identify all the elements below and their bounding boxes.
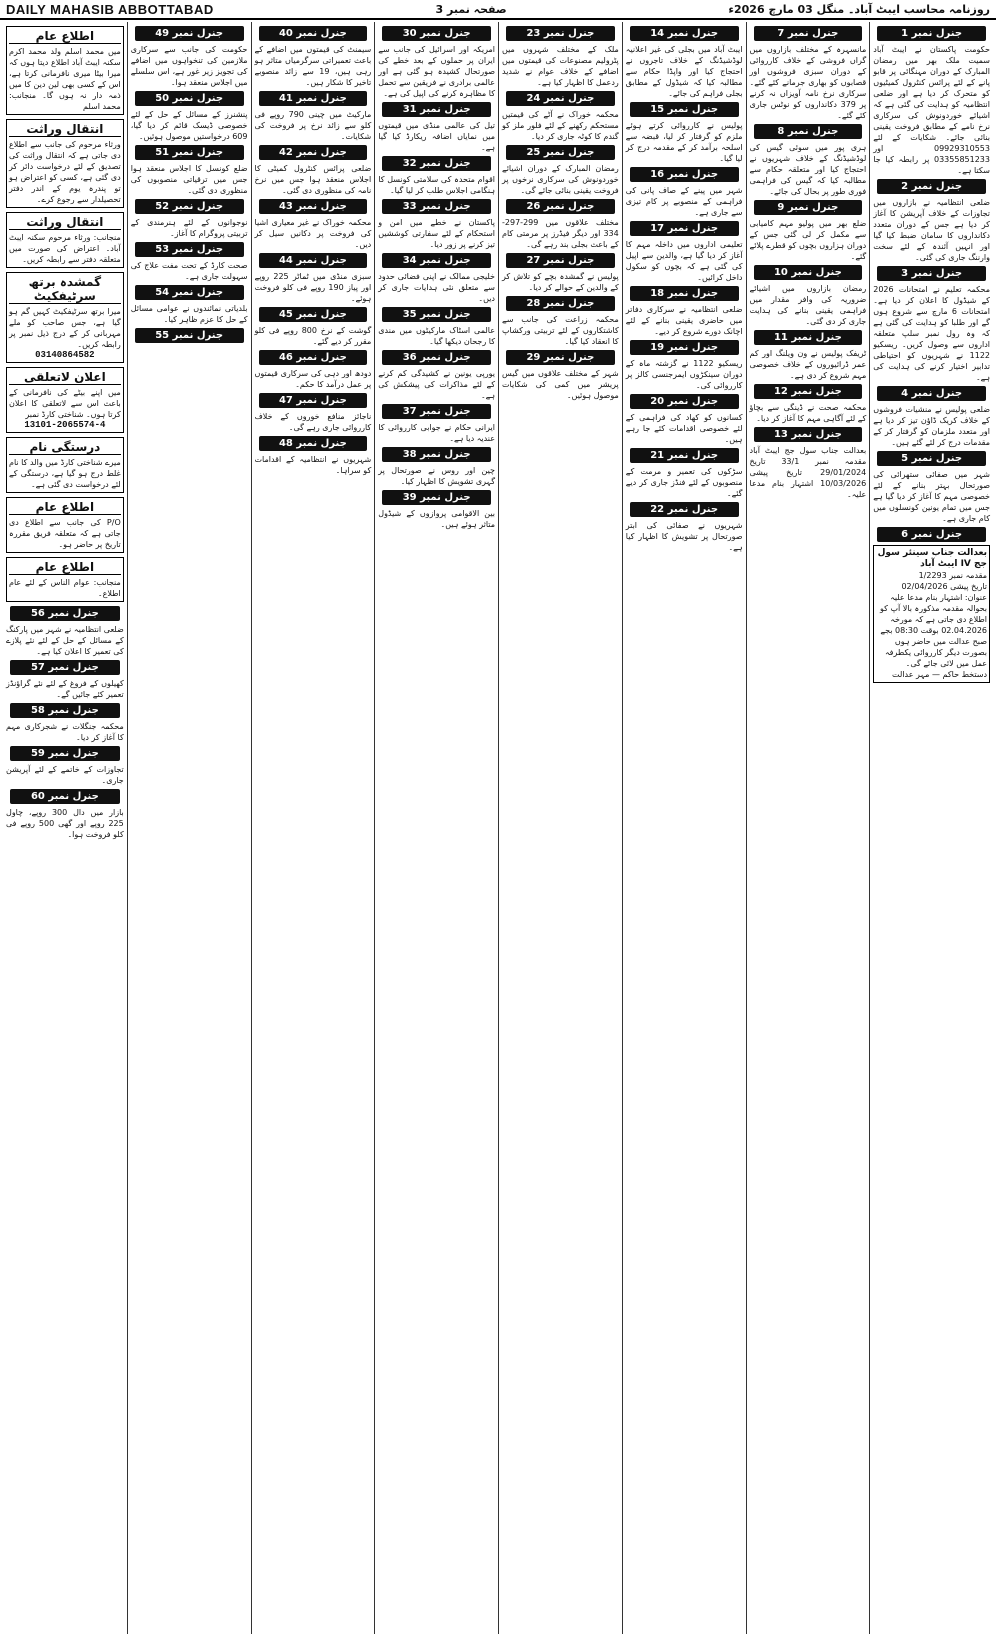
notice-number-heading: جنرل نمبر 34 bbox=[382, 253, 491, 268]
general-notice bbox=[255, 145, 372, 196]
notice-number-heading: جنرل نمبر 56 bbox=[10, 606, 120, 621]
notice-number-heading: جنرل نمبر 1 bbox=[877, 26, 986, 41]
notice-text: سیمنٹ کی قیمتوں میں اضافے کے باعث تعمیراتی سرگرمیاں متاثر ہو رہی ہیں، 19 سے زائد منصوبے تاخیر کا شکار ہیں۔ bbox=[254, 45, 372, 87]
notice-text: ضلعی انتظامیہ نے سرکاری دفاتر میں حاضری یقینی بنانے کے لئے اچانک دورے شروع کر دیے۔ bbox=[625, 305, 743, 336]
paper-name: DAILY MAHASIB ABBOTTABAD bbox=[6, 1, 214, 17]
general-notice bbox=[873, 386, 990, 448]
classified-heading: اطلاع عام bbox=[9, 500, 121, 515]
notice-number-heading: جنرل نمبر 58 bbox=[10, 703, 120, 718]
notice-number-heading: جنرل نمبر 18 bbox=[630, 286, 739, 301]
court-notice-line: بعدالت جناب سینئر سول جج IV ایبٹ آباد bbox=[877, 548, 987, 569]
general-notice bbox=[378, 102, 495, 153]
notice-text: تجاوزات کے خاتمے کے لئے آپریشن جاری۔ bbox=[6, 765, 124, 785]
notice-number-heading: جنرل نمبر 54 bbox=[135, 285, 244, 300]
classified-heading: گمشدہ برتھ سرٹیفکیٹ bbox=[9, 275, 121, 304]
general-notice bbox=[131, 26, 248, 88]
classified-heading: اطلاع عام bbox=[9, 560, 121, 575]
general-notice bbox=[255, 350, 372, 390]
notice-text: رمضان المبارک کے دوران اشیائے خوردونوش کی سرکاری نرخوں پر فروخت یقینی بنائی جائے گی۔ bbox=[502, 164, 619, 195]
general-notice bbox=[750, 26, 867, 121]
page-number: صفحہ نمبر 3 bbox=[435, 2, 507, 16]
notice-number-heading: جنرل نمبر 7 bbox=[754, 26, 863, 41]
general-notice bbox=[378, 447, 495, 487]
classified-text: میرا برتھ سرٹیفکیٹ کہیں گم ہو گیا ہے، جس صاحب کو ملے مہربانی کر کے درج ذیل نمبر پر رابطہ کریں۔ bbox=[9, 307, 121, 349]
notice-text: نوجوانوں کے لئے ہنرمندی کے تربیتی پروگرام کا آغاز۔ bbox=[130, 218, 248, 238]
general-notice bbox=[626, 394, 743, 445]
notice-text: محکمہ زراعت کی جانب سے کاشتکاروں کے لئے تربیتی ورکشاپ کا انعقاد کیا گیا۔ bbox=[502, 315, 619, 346]
classified-notice bbox=[6, 437, 124, 493]
general-notice bbox=[255, 393, 372, 433]
general-notice bbox=[6, 606, 124, 657]
classified-notice bbox=[6, 212, 124, 268]
notice-text: گوشت کے نرخ 800 روپے فی کلو مقرر کر دیے گئے۔ bbox=[254, 326, 372, 346]
general-notice bbox=[873, 266, 990, 383]
notice-number-heading: جنرل نمبر 32 bbox=[382, 156, 491, 171]
general-notice bbox=[378, 26, 495, 99]
general-notice bbox=[378, 350, 495, 401]
classified-heading: اعلان لاتعلقی bbox=[9, 370, 121, 385]
general-notice bbox=[626, 221, 743, 283]
classified-text: میں اپنے بیٹے کی نافرمانی کے باعث اس سے لاتعلقی کا اعلان کرتا ہوں۔ شناختی کارڈ نمبر bbox=[9, 388, 121, 419]
general-notice bbox=[6, 789, 124, 840]
notice-text: شہر کے مختلف علاقوں میں گیس پریشر میں کمی کی شکایات موصول ہوئیں۔ bbox=[502, 369, 619, 400]
notice-text: صحت کارڈ کے تحت مفت علاج کی سہولت جاری ہے۔ bbox=[130, 261, 248, 281]
general-notice bbox=[131, 285, 248, 325]
general-notice bbox=[502, 296, 619, 347]
column-1 bbox=[869, 22, 993, 1634]
notice-text: کھیلوں کے فروغ کے لئے نئے گراؤنڈز تعمیر کئے جائیں گے۔ bbox=[6, 679, 124, 699]
notice-text: شہریوں نے صفائی کی ابتر صورتحال پر تشویش کا اظہار کیا ہے۔ bbox=[625, 521, 743, 552]
notice-number-heading: جنرل نمبر 50 bbox=[135, 91, 244, 106]
column-4 bbox=[498, 22, 622, 1634]
notice-number-heading: جنرل نمبر 16 bbox=[630, 167, 739, 182]
notice-text: حکومت کی جانب سے سرکاری ملازمین کی تنخواہوں میں اضافے کی تجویز زیر غور ہے، اس سلسلے میں اجلاس منعقد ہوا۔ bbox=[130, 45, 248, 87]
notice-text: ضلعی پولیس نے منشیات فروشوں کے خلاف کریک ڈاؤن تیز کر دیا ہے اور متعدد ملزمان کو گرفتار کر کے مقدمات درج کر لئے گئے ہیں۔ bbox=[873, 405, 990, 447]
notice-number-heading: جنرل نمبر 2 bbox=[877, 179, 986, 194]
general-notice bbox=[255, 199, 372, 250]
notice-number-heading: جنرل نمبر 30 bbox=[382, 26, 491, 41]
general-notice bbox=[255, 436, 372, 476]
notice-number-heading: جنرل نمبر 36 bbox=[382, 350, 491, 365]
notice-number-heading: جنرل نمبر 10 bbox=[754, 265, 863, 280]
notice-number-heading: جنرل نمبر 25 bbox=[506, 145, 615, 160]
notice-text: محکمہ خوراک نے آٹے کی قیمتیں مستحکم رکھنے کے لئے فلور ملز کو گندم کا کوٹہ جاری کر دیا۔ bbox=[502, 110, 619, 141]
classified-heading: انتقال وراثت bbox=[9, 215, 121, 230]
classified-notice bbox=[6, 119, 124, 208]
notice-text: شہر میں پینے کے صاف پانی کی فراہمی کے منصوبے پر کام تیزی سے جاری ہے۔ bbox=[625, 186, 743, 217]
general-notice bbox=[6, 660, 124, 700]
notice-number-heading: جنرل نمبر 11 bbox=[754, 330, 863, 345]
notice-text: بعدالت جناب سول جج ایبٹ آباد مقدمہ نمبر 33/1 تاریخ 29/01/2024 تاریخ پیشی 10/03/2026 اشتہار بنام مدعا علیہ۔ bbox=[749, 446, 867, 499]
notice-text: ٹریفک پولیس نے ون ویلنگ اور کم عمر ڈرائیوروں کے خلاف خصوصی مہم شروع کر دی ہے۔ bbox=[749, 349, 867, 380]
general-notice bbox=[873, 179, 990, 263]
notice-number-heading: جنرل نمبر 57 bbox=[10, 660, 120, 675]
notice-number-heading: جنرل نمبر 46 bbox=[259, 350, 368, 365]
notice-number-heading: جنرل نمبر 52 bbox=[135, 199, 244, 214]
notice-number-heading: جنرل نمبر 48 bbox=[259, 436, 368, 451]
general-notice bbox=[873, 26, 990, 176]
notice-text: سڑکوں کی تعمیر و مرمت کے منصوبوں کے لئے فنڈز جاری کر دیے گئے۔ bbox=[625, 467, 743, 498]
notice-text: شہر میں صفائی ستھرائی کی صورتحال بہتر بنانے کے لئے خصوصی مہم کا آغاز کر دیا گیا ہے جس میں تمام یونین کونسلوں میں کام جاری ہے۔ bbox=[873, 470, 990, 523]
notice-text: ایبٹ آباد میں بجلی کی غیر اعلانیہ لوڈشیڈنگ کے خلاف تاجروں نے احتجاج کیا اور واپڈا حکام سے مطالبہ کیا کہ شیڈول کے مطابق بجلی فراہم کی جائے۔ bbox=[625, 45, 743, 98]
general-notice bbox=[378, 404, 495, 444]
notice-text: شہریوں نے انتظامیہ کے اقدامات کو سراہا۔ bbox=[254, 455, 372, 475]
notice-text: محکمہ جنگلات نے شجرکاری مہم کا آغاز کر دیا۔ bbox=[6, 722, 124, 742]
notice-number-heading: جنرل نمبر 21 bbox=[630, 448, 739, 463]
notice-number-heading: جنرل نمبر 27 bbox=[506, 253, 615, 268]
court-notice-line: مقدمہ نمبر 1/2293 bbox=[918, 571, 987, 580]
general-notice bbox=[873, 527, 990, 542]
classified-text: منجانب: عوام الناس کے لئے عام اطلاع۔ bbox=[9, 578, 121, 598]
notice-text: کسانوں کو کھاد کی فراہمی کے لئے خصوصی اقدامات کئے جا رہے ہیں۔ bbox=[625, 413, 743, 444]
notice-number-heading: جنرل نمبر 45 bbox=[259, 307, 368, 322]
general-notice bbox=[255, 26, 372, 88]
column-6 bbox=[251, 22, 375, 1634]
notice-text: ہری پور میں سوئی گیس کی لوڈشیڈنگ کے خلاف شہریوں نے احتجاج کیا اور متعلقہ حکام سے مطالبہ کیا کہ گیس کی فراہمی فوری طور پر بحال کی جائے۔ bbox=[749, 143, 867, 196]
notice-number-heading: جنرل نمبر 55 bbox=[135, 328, 244, 343]
classified-heading: اطلاع عام bbox=[9, 29, 121, 44]
notice-number-heading: جنرل نمبر 13 bbox=[754, 427, 863, 442]
notice-number-heading: جنرل نمبر 44 bbox=[259, 253, 368, 268]
notice-number-heading: جنرل نمبر 37 bbox=[382, 404, 491, 419]
notice-text: ضلعی انتظامیہ نے بازاروں میں تجاوزات کے خلاف آپریشن کا آغاز کر دیا ہے جس کے دوران متعدد دکانداروں کا سامان ضبط کیا گیا اور انہیں آئندہ کے لئے سخت وارننگ جاری کی گئی۔ bbox=[873, 198, 990, 262]
notice-text: رمضان بازاروں میں اشیائے ضروریہ کی وافر مقدار میں فراہمی یقینی بنانے کی ہدایت جاری کر دی گئی۔ bbox=[749, 284, 867, 326]
classified-notice bbox=[6, 367, 124, 433]
general-notice bbox=[626, 448, 743, 499]
general-notice bbox=[378, 490, 495, 530]
general-notice bbox=[626, 102, 743, 164]
notice-number-heading: جنرل نمبر 38 bbox=[382, 447, 491, 462]
general-notice bbox=[750, 124, 867, 197]
classified-heading: درستگی نام bbox=[9, 440, 121, 455]
notice-text: ایرانی حکام نے جوابی کارروائی کا عندیہ دیا ہے۔ bbox=[378, 423, 495, 443]
notice-text: مانسہرہ کے مختلف بازاروں میں گراں فروشی کے خلاف کارروائی کے دوران سبزی فروشوں اور قصابوں کو بھاری جرمانے کئے گئے۔ سرکاری نرخ نامہ آویزاں نہ کرنے پر 379 دکانداروں کو نوٹس جاری کئے گئے۔ bbox=[749, 45, 867, 120]
general-notice bbox=[502, 253, 619, 293]
notice-text: پولیس نے کارروائی کرتے ہوئے ملزم کو گرفتار کر لیا، قبضہ سے اسلحہ برآمد کر کے مقدمہ درج کر لیا گیا۔ bbox=[625, 121, 743, 163]
general-notice bbox=[502, 26, 619, 88]
general-notice bbox=[131, 242, 248, 282]
notice-text: ضلعی پرائس کنٹرول کمیٹی کا اجلاس منعقد ہوا جس میں نرخ نامہ کی منظوری دی گئی۔ bbox=[254, 164, 372, 195]
classified-notice bbox=[6, 557, 124, 602]
general-notice bbox=[750, 427, 867, 500]
dateline: روزنامہ محاسب ایبٹ آباد۔ منگل 03 مارچ 2026ء bbox=[728, 2, 990, 16]
general-notice bbox=[255, 91, 372, 142]
notice-number-heading: جنرل نمبر 12 bbox=[754, 384, 863, 399]
notice-text: حکومت پاکستان نے ایبٹ آباد سمیت ملک بھر میں رمضان المبارک کے دوران مہنگائی پر قابو پانے کے لئے پرائس کنٹرول کمیٹیوں کو متحرک کر دیا ہے اور ضلعی انتظامیہ کو ہدایت کی گئی ہے کہ اشیائے خوردونوش کی سرکاری نرخ نامے کے مطابق فروخت یقینی بنائی جائے۔ شکایات کے لئے 09929310553 اور 03355851233 پر رابطہ کیا جا سکتا ہے۔ bbox=[873, 45, 990, 175]
notice-text: بلدیاتی نمائندوں نے عوامی مسائل کے حل کا عزم ظاہر کیا۔ bbox=[130, 304, 248, 324]
notice-text: ملک کے مختلف شہروں میں پٹرولیم مصنوعات کی قیمتوں میں اضافے کے خلاف عوام نے شدید ردعمل کا اظہار کیا ہے۔ bbox=[502, 45, 619, 87]
notice-number-heading: جنرل نمبر 42 bbox=[259, 145, 368, 160]
notice-text: ناجائز منافع خوروں کے خلاف کارروائی جاری رہے گی۔ bbox=[254, 412, 372, 432]
notice-text: محکمہ خوراک نے غیر معیاری اشیا کی فروخت پر دکانیں سیل کر دیں۔ bbox=[254, 218, 372, 249]
notice-number-heading: جنرل نمبر 41 bbox=[259, 91, 368, 106]
notice-number-heading: جنرل نمبر 23 bbox=[506, 26, 615, 41]
notice-number-heading: جنرل نمبر 51 bbox=[135, 145, 244, 160]
notice-number-heading: جنرل نمبر 49 bbox=[135, 26, 244, 41]
notice-number-heading: جنرل نمبر 24 bbox=[506, 91, 615, 106]
notice-number-heading: جنرل نمبر 31 bbox=[382, 102, 491, 117]
column-7 bbox=[127, 22, 251, 1634]
notice-text: یورپی یونین نے کشیدگی کم کرنے کے لئے مذاکرات کی پیشکش کی ہے۔ bbox=[378, 369, 495, 400]
classified-text: P/O کی جانب سے اطلاع دی جاتی ہے کہ متعلقہ فریق مقررہ تاریخ پر حاضر ہو۔ bbox=[9, 518, 121, 549]
notice-number-heading: جنرل نمبر 5 bbox=[877, 451, 986, 466]
general-notice bbox=[502, 91, 619, 142]
notice-number-heading: جنرل نمبر 60 bbox=[10, 789, 120, 804]
general-notice bbox=[6, 746, 124, 786]
notice-number-heading: جنرل نمبر 39 bbox=[382, 490, 491, 505]
general-notice bbox=[750, 330, 867, 381]
general-notice bbox=[626, 26, 743, 99]
notice-text: امریکہ اور اسرائیل کی جانب سے ایران پر حملوں کے بعد خطے کی صورتحال کشیدہ ہو گئی ہے اور عالمی برادری نے فریقین سے تحمل کا مظاہرہ کرنے کی اپیل کی ہے۔ bbox=[378, 45, 495, 98]
masthead bbox=[0, 0, 996, 20]
notice-number-heading: جنرل نمبر 26 bbox=[506, 199, 615, 214]
court-notice-line: تاریخ پیشی 02/04/2026 bbox=[901, 582, 987, 591]
column-3 bbox=[622, 22, 746, 1634]
notice-text: تعلیمی اداروں میں داخلہ مہم کا آغاز کر دیا گیا ہے، والدین سے اپیل کی گئی ہے کہ بچوں کو سکول داخل کرائیں۔ bbox=[625, 240, 743, 282]
notice-text: پاکستان نے خطے میں امن و استحکام کے لئے سفارتی کوششیں تیز کرنے پر زور دیا۔ bbox=[378, 218, 495, 249]
general-notice bbox=[131, 199, 248, 239]
general-notice bbox=[626, 167, 743, 218]
notice-number-heading: جنرل نمبر 6 bbox=[877, 527, 986, 542]
general-notice bbox=[502, 350, 619, 401]
notice-number-heading: جنرل نمبر 3 bbox=[877, 266, 986, 281]
general-notice bbox=[378, 199, 495, 250]
notice-number-heading: جنرل نمبر 28 bbox=[506, 296, 615, 311]
general-notice bbox=[873, 451, 990, 524]
notice-text: مختلف علاقوں میں 299-297-334 اور دیگر فیڈرز پر مرمتی کام کے باعث بجلی بند رہے گی۔ bbox=[502, 218, 619, 249]
notice-text: تیل کی عالمی منڈی میں قیمتوں میں نمایاں اضافہ ریکارڈ کیا گیا ہے۔ bbox=[378, 121, 495, 152]
general-notice bbox=[502, 199, 619, 250]
general-notice bbox=[626, 286, 743, 337]
notice-text: مارکیٹ میں چینی 790 روپے فی کلو سے زائد نرخ پر فروخت کی شکایات۔ bbox=[254, 110, 372, 141]
notice-text: محکمہ تعلیم نے امتحانات 2026 کے شیڈول کا اعلان کر دیا ہے۔ امتحانات 6 مارچ سے شروع ہوں گے اور طلبا کو ہدایت کی گئی ہے کہ وہ رول نمبر سلپ متعلقہ اداروں سے وصول کریں۔ ریسکیو 1122 نے شہریوں کو احتیاطی تدابیر اختیار کرنے کی ہدایت کی ہے۔ bbox=[873, 285, 991, 382]
notice-number-heading: جنرل نمبر 22 bbox=[630, 502, 739, 517]
notice-text: دودھ اور دہی کی سرکاری قیمتوں پر عمل درآمد کا حکم۔ bbox=[254, 369, 372, 389]
notice-number-heading: جنرل نمبر 43 bbox=[259, 199, 368, 214]
notice-number-heading: جنرل نمبر 59 bbox=[10, 746, 120, 761]
notice-text: پولیس نے گمشدہ بچے کو تلاش کر کے والدین کے حوالے کر دیا۔ bbox=[502, 272, 619, 292]
classified-text: ورثاء مرحوم کی جانب سے اطلاع دی جاتی ہے کہ انتقال وراثت کی تصدیق کے لئے درخواست دائر کر دی گئی ہے، کسی کو اعتراض ہو تو پندرہ یوم کے اندر دفتر تحصیلدار سے رجوع کرے۔ bbox=[9, 140, 121, 204]
notice-number-heading: جنرل نمبر 8 bbox=[754, 124, 863, 139]
notice-text: سبزی منڈی میں ٹماٹر 225 روپے اور پیاز 190 روپے فی کلو فروخت ہوئے۔ bbox=[254, 272, 372, 303]
notice-number-heading: جنرل نمبر 9 bbox=[754, 200, 863, 215]
general-notice bbox=[6, 703, 124, 743]
general-notice bbox=[750, 200, 867, 262]
general-notice bbox=[131, 91, 248, 142]
notice-number-heading: جنرل نمبر 35 bbox=[382, 307, 491, 322]
classified-text: میں محمد اسلم ولد محمد اکرم سکنہ ایبٹ آباد اطلاع دیتا ہوں کہ میرا بیٹا میری نافرمانی کرتا ہے، اس کے کسی بھی لین دین کا میں ذمہ دار نہ ہوں گا۔ منجانب: محمد اسلم bbox=[9, 47, 121, 111]
notice-text: ضلع کونسل کا اجلاس منعقد ہوا جس میں ترقیاتی منصوبوں کی منظوری دی گئی۔ bbox=[130, 164, 248, 195]
general-notice bbox=[626, 502, 743, 553]
classified-notice bbox=[6, 497, 124, 553]
notice-text: ضلع بھر میں پولیو مہم کامیابی سے مکمل کر لی گئی جس کے دوران ہزاروں بچوں کو قطرے پلائے گئے۔ bbox=[749, 219, 867, 261]
notice-text: خلیجی ممالک نے اپنی فضائی حدود سے متعلق نئی ہدایات جاری کر دیں۔ bbox=[378, 272, 495, 303]
notice-text: عالمی اسٹاک مارکیٹوں میں مندی کا رجحان دیکھا گیا۔ bbox=[378, 326, 495, 346]
general-notice bbox=[502, 145, 619, 196]
classified-heading: انتقال وراثت bbox=[9, 122, 121, 137]
court-notice bbox=[873, 545, 990, 683]
classified-notice bbox=[6, 26, 124, 115]
phone-number: 03140864582 bbox=[35, 350, 95, 360]
notice-number-heading: جنرل نمبر 29 bbox=[506, 350, 615, 365]
notice-text: بازار میں دال 300 روپے، چاول 225 روپے اور گھی 500 روپے فی کلو فروخت ہوا۔ bbox=[6, 808, 124, 839]
court-notice-line: عنوان: اشتہار بنام مدعا علیہ bbox=[890, 593, 987, 602]
phone-number: 13101-2065574-4 bbox=[24, 420, 106, 430]
general-notice bbox=[378, 156, 495, 196]
general-notice bbox=[378, 253, 495, 304]
notice-text: اقوام متحدہ کی سلامتی کونسل کا ہنگامی اجلاس طلب کر لیا گیا۔ bbox=[378, 175, 495, 195]
notice-number-heading: جنرل نمبر 40 bbox=[259, 26, 368, 41]
general-notice bbox=[131, 328, 248, 343]
column-2 bbox=[746, 22, 870, 1634]
classified-notice bbox=[6, 272, 124, 363]
notice-text: ریسکیو 1122 نے گزشتہ ماہ کے دوران سینکڑوں ایمرجنسی کالز پر کارروائی کی۔ bbox=[625, 359, 743, 390]
notice-text: پنشنرز کے مسائل کے حل کے لئے خصوصی ڈیسک قائم کر دیا گیا، 609 درخواستیں موصول ہوئیں۔ bbox=[130, 110, 248, 141]
notice-number-heading: جنرل نمبر 47 bbox=[259, 393, 368, 408]
classified-text: میرے شناختی کارڈ میں والد کا نام غلط درج ہو گیا ہے، درستگی کے لئے درخواست دی گئی ہے۔ bbox=[9, 458, 121, 489]
column-8 bbox=[3, 22, 127, 1634]
notice-number-heading: جنرل نمبر 33 bbox=[382, 199, 491, 214]
general-notice bbox=[750, 384, 867, 424]
court-notice-line: دستخط حاکم — مہر عدالت bbox=[892, 670, 987, 679]
notice-number-heading: جنرل نمبر 19 bbox=[630, 340, 739, 355]
general-notice bbox=[255, 253, 372, 304]
column-5 bbox=[374, 22, 498, 1634]
general-notice bbox=[378, 307, 495, 347]
general-notice bbox=[626, 340, 743, 391]
notice-number-heading: جنرل نمبر 14 bbox=[630, 26, 739, 41]
notice-number-heading: جنرل نمبر 53 bbox=[135, 242, 244, 257]
classified-text: منجانب: ورثاء مرحوم سکنہ ایبٹ آباد۔ اعتراض کی صورت میں متعلقہ دفتر سے رابطہ کریں۔ bbox=[9, 233, 121, 264]
general-notice bbox=[131, 145, 248, 196]
notice-number-heading: جنرل نمبر 15 bbox=[630, 102, 739, 117]
court-notice-line: بحوالہ مقدمہ مذکورہ بالا آپ کو اطلاع دی جاتی ہے کہ مورخہ 02.04.2026 بوقت 08:30 بجے صبح عدالت میں حاضر ہوں بصورت دیگر کارروائی یکطرفہ عمل میں لائی جائے گی۔ bbox=[880, 604, 987, 668]
notice-text: محکمہ صحت نے ڈینگی سے بچاؤ کے لئے آگاہی مہم کا آغاز کر دیا۔ bbox=[749, 403, 867, 423]
notice-number-heading: جنرل نمبر 20 bbox=[630, 394, 739, 409]
notice-number-heading: جنرل نمبر 4 bbox=[877, 386, 986, 401]
notice-text: چین اور روس نے صورتحال پر گہری تشویش کا اظہار کیا۔ bbox=[378, 466, 495, 486]
newspaper-columns bbox=[3, 22, 993, 1634]
notice-number-heading: جنرل نمبر 17 bbox=[630, 221, 739, 236]
notice-text: بین الاقوامی پروازوں کے شیڈول متاثر ہوئے ہیں۔ bbox=[378, 509, 495, 529]
general-notice bbox=[255, 307, 372, 347]
general-notice bbox=[750, 265, 867, 327]
notice-text: ضلعی انتظامیہ نے شہر میں پارکنگ کے مسائل کے حل کے لئے نئے پلازے کی تعمیر کا اعلان کیا ہے۔ bbox=[6, 625, 124, 656]
